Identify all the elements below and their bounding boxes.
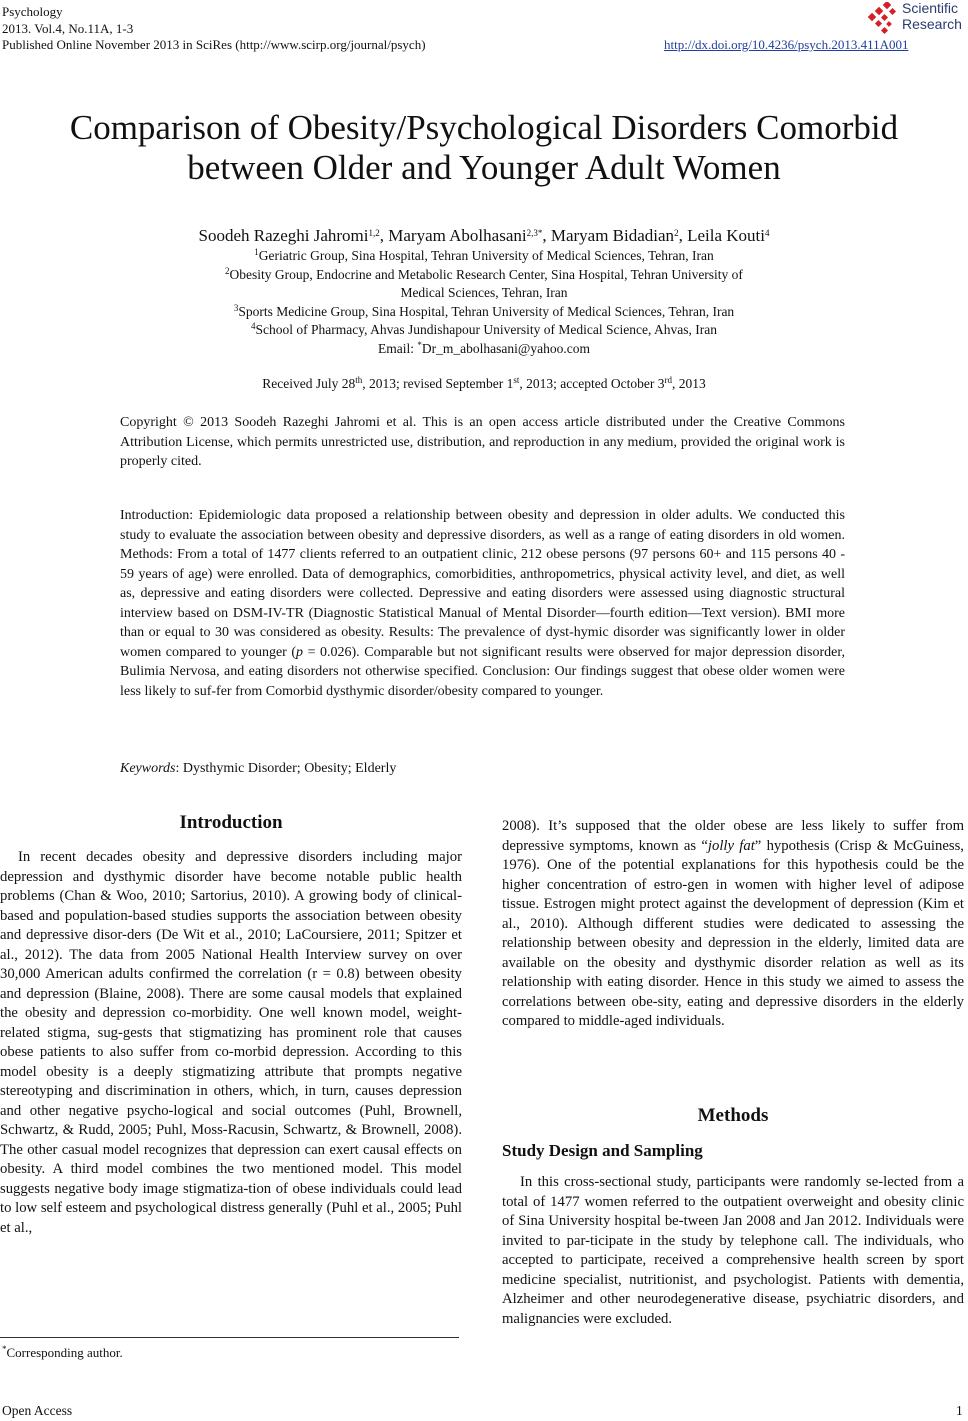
open-access-label: Open Access bbox=[2, 1403, 73, 1418]
affiliation-1: $^1$Geriatric Group, Sina Hospital, Tehran University of Medical Sciences, Tehran, Iran bbox=[254, 247, 714, 263]
author-list: Soodeh Razeghi Jahromi$^{1,2}$, Maryam Abolhasani$^{2,3*}$, Maryam Bidadian$^2$, Leila Kouti$^4$ bbox=[198, 226, 770, 245]
journal-name: Psychology bbox=[2, 4, 63, 19]
affiliation-3: $^3$Sports Medicine Group, Sina Hospital, Tehran University of Medical Sciences, Tehran, Iran bbox=[233, 302, 735, 319]
affiliation-4: $^4$School of Pharmacy, Ahvas Jundishapour University of Medical Science, Ahvas, Iran bbox=[251, 321, 717, 337]
journal-volume: 2013. Vol.4, No.11A, 1-3 bbox=[2, 20, 134, 36]
received-dates: Received July 28th, 2013; revised September 1st, 2013; accepted October 3rd, 2013 bbox=[262, 375, 706, 391]
introduction-text: In recent decades obesity and depressive disorders including major depression and dysthymic disorder have become notable public health problems (Chan & Woo, 2010; Sartorius, 2010). A growing body of clinical-based and population-based studies supports the association between obesity and depressive disor-ders (De Wit et al., 2010; LaCoursiere, 2011; Spitzer et al., 2012). The data from 2005 National Health Interview survey on over 30,000 American adults confirmed the correlation (r = 0.8) between obesity and depression (Blaine, 2008). There are some causal models that explained the obesity and depression co-morbidity. One well known model, weight-related stigma, sug-gests that stigmatizing has prominent role that causes obese patients to also suffer from co-morbid depression. According to this model obesity is a deeply stigmatizing attribute that prompts negative stereotyping and discrimination in others, which, in turn, causes depression and other negative psycho-logical and social outcomes (Puhl, Brownell, Schwartz, & Rudd, 2005; Puhl, Moss-Racusin, Schwartz, & Brownell, 2008). The other casual model recognizes that depression can exert causal effects on obesity. A third model combines the two mentioned model. This model suggests negative body image stigmatiza-tion of obese individuals could lead to low self esteem and psychological distress generally (Puhl et al., 2005; Puhl et al., bbox=[0, 849, 462, 1236]
paper-title: Comparison of Obesity/Psychological Disorders Comorbid between Older and Younger Adult Women bbox=[69, 108, 899, 187]
abstract: Introduction: Epidemiologic data proposed a relationship between obesity and depression in older adults. We conducted this study to evaluate the association between obesity and depressive disorders, as well as a range of eating disorders in old women. Methods: From a total of 1477 clients referred to an outpatient clinic, 212 obese persons (97 persons 60+ and 115 persons 40 - 59 years of age) were enrolled. Data of demographics, comorbidities, anthropometrics, physical activity level, and diet, as well as, depressive and eating disorders were collected. Depressive and eating disorders were assessed using diagnostic structural interview based on DSM-IV-TR (Diagnostic Statistical Manual of Mental Disorder—fourth edition—Text version). BMI more than or equal to 30 was considered as obesity. Results: The prevalence of dyst-hymic disorder was significantly lower in older women compared to younger (p = 0.026). Comparable but not significant results were observed for major depression disorder, Bulimia Nervosa, and eating disorders not otherwise specified. Conclusion: Our findings suggest that obese older women were less likely to suf-fer from Comorbid dysthymic disorder/obesity compared to younger. bbox=[120, 508, 845, 699]
contact-email: Email: *Dr_m_abolhasani@yahoo.com bbox=[378, 339, 590, 356]
publication-note: Published Online November 2013 in SciRes (http://www.scirp.org/journal/psych) bbox=[2, 37, 426, 52]
doi-link[interactable]: http://dx.doi.org/10.4236/psych.2013.411A001 bbox=[664, 37, 909, 52]
introduction-continued: 2008). It’s supposed that the older obese are less likely to suffer from depressive symptoms, known as “jolly fat” hypothesis (Crisp & McGuiness, 1976). One of the potential explanations for this hypothesis could be the higher concentration of estro-gen in women with higher level of adipose tissue. Estrogen might protect against the development of depression (Kim et al., 2010). Although different studies were dedicated to assessing the relationship between obesity and depression in the elderly, limited data are available on the obesity and dysthymic disorder relation as well as its relationship with eating disorder. Hence in this study we aimed to assess the correlations between obe-sity, eating and depressive disorders in the elderly compared to middle-aged individuals. bbox=[502, 818, 964, 1029]
methods-text: In this cross-sectional study, participants were randomly se-lected from a total of 1477 women referred to the outpatient overweight and obesity clinic of Sina University hospital be-tween Jan 2008 and Jan 2012. Individuals were invited to par-ticipate in the study by telephone call. The individuals, who accepted to participate, received a comprehensive health screen by sport medicine specialist, nutritionist, and psychologist. Patients with dementia, Alzheimer and other neurodegenerative disease, psychiatric disorders, and malignancies were excluded. bbox=[502, 1174, 964, 1327]
page-number: 1 bbox=[956, 1403, 963, 1418]
methods-heading: Methods bbox=[697, 1105, 769, 1126]
corresponding-author-footnote: *Corresponding author. bbox=[2, 1344, 123, 1360]
footnote-divider bbox=[0, 1337, 459, 1338]
logo-text: Scientific Research bbox=[902, 0, 962, 32]
scientific-research-logo bbox=[866, 0, 966, 36]
affiliations bbox=[0, 247, 968, 358]
copyright-notice: Copyright © 2013 Soodeh Razeghi Jahromi et al. This is an open access article distributed under the Creative Commons Attribution License, which permits unrestricted use, distribution, and reproduction in any medium, provided the original work is properly cited. bbox=[120, 415, 845, 469]
logo-dots-icon bbox=[866, 2, 900, 36]
affiliation-2-cont: Medical Sciences, Tehran, Iran bbox=[400, 285, 568, 300]
introduction-heading: Introduction bbox=[179, 812, 283, 833]
journal-header bbox=[2, 4, 426, 54]
affiliation-2: $^2$Obesity Group, Endocrine and Metabolic Research Center, Sina Hospital, Tehran University of bbox=[225, 265, 743, 282]
keywords: Keywords: Dysthymic Disorder; Obesity; Elderly bbox=[120, 761, 397, 776]
study-design-heading: Study Design and Sampling bbox=[502, 1141, 703, 1160]
